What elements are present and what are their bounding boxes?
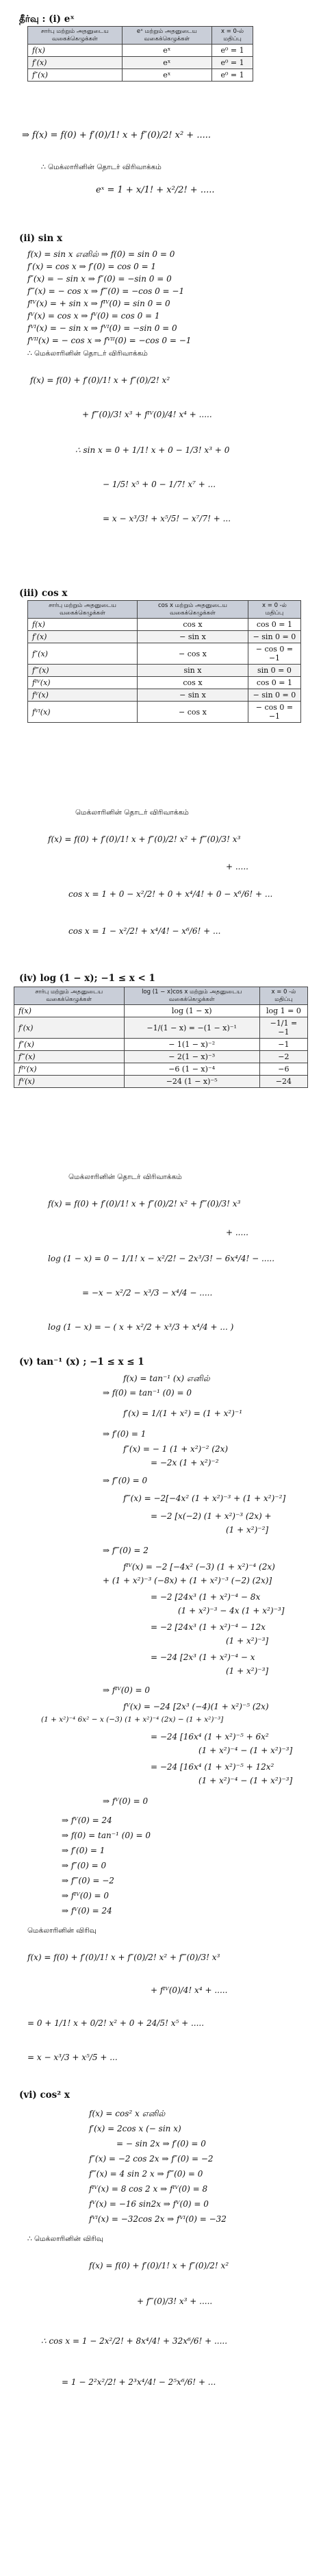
equation: fⱽᴵ(x) = −32cos 2x ⇒ fⱽᴵ(0) = −32: [89, 2214, 227, 2224]
equation: = 1 − 2²x²/2! + 2³x⁴/4! − 2⁵x⁶/6! + ...: [62, 2377, 216, 2387]
table-cell: f‴(x): [28, 665, 138, 677]
equation: ⇒ fᴵⱽ(0) = 0: [103, 1685, 151, 1695]
equation: fᴵⱽ(x) = 8 cos 2 x ⇒ fᴵⱽ(0) = 8: [89, 2184, 208, 2194]
table-header: log (1 − x)cos x மற்றும் அதனுடைய வகைக்கெழுக்கள்: [124, 987, 259, 1005]
equation: ⇒ f′(0) = 1: [103, 1429, 146, 1439]
table-cell: − cos x: [138, 643, 248, 665]
equation: fⱽᴵ(x) = − sin x ⇒ fⱽᴵ(0) = −sin 0 = 0: [27, 323, 177, 333]
solution-label: தீர்வு :: [19, 14, 46, 25]
equation: = −x − x²/2 − x³/3 − x⁴/4 − .....: [82, 1288, 213, 1298]
table-cell: f′(x): [28, 57, 123, 69]
part-i-title: (i) eˣ: [49, 14, 75, 25]
table-header: x = 0 -ல் மதிப்பு: [259, 987, 307, 1005]
table-row: [28, 665, 301, 677]
table-row: [14, 1039, 308, 1051]
table-log-derivatives: [14, 987, 308, 1088]
equation: + .....: [226, 1228, 248, 1237]
equation: − 1/5! x⁵ + 0 − 1/7! x⁷ + ...: [103, 480, 216, 489]
equation: fⱽ(x) = −24 [2x³ (−4)(1 + x²)⁻⁵ (2x): [123, 1702, 269, 1711]
equation: ⇒ f″(0) = 0: [62, 1861, 107, 1870]
table-cell: f″(x): [28, 643, 138, 665]
equation: cos x = 1 + 0 − x²/2! + 0 + x⁴/4! + 0 − x⁶/6! + ...: [68, 889, 273, 899]
equation: f‴(x) = −2[−4x² (1 + x²)⁻³ + (1 + x²)⁻²]: [123, 1494, 286, 1503]
table-cell: cos 0 = 1: [248, 677, 300, 689]
table-row: [14, 1076, 308, 1088]
equation: = −2x (1 + x²)⁻²: [151, 1458, 219, 1467]
equation: + fᴵⱽ(0)/4! x⁴ + .....: [151, 1985, 228, 1995]
equation: fⱽᴵᴵ(x) = − cos x ⇒ fⱽᴵᴵ(0) = −cos 0 = −1: [27, 336, 192, 345]
equation: ⇒ fᴵⱽ(0) = 0: [62, 1891, 110, 1900]
table-cell: − cos 0 = −1: [248, 702, 300, 723]
equation: cos x = 1 − x²/2! + x⁴/4! − x⁶/6! + ...: [68, 926, 221, 936]
table-cell: e⁰ = 1: [212, 69, 253, 82]
equation: ⇒ f′(0) = 1: [62, 1846, 105, 1855]
equation: f′(x) = 1/(1 + x²) = (1 + x²)⁻¹: [123, 1409, 243, 1418]
note-text: ∴ மெக்லாரினின் விரிவு: [27, 2235, 103, 2243]
table-cell: fⱽ(x): [14, 1076, 125, 1088]
table-cell: f(x): [28, 619, 138, 631]
equation: + f‴(0)/3! x³ + .....: [137, 2296, 213, 2306]
table-row: [28, 57, 253, 69]
table-cell: f″(x): [14, 1039, 125, 1051]
table-cell: f(x): [14, 1005, 125, 1017]
part-iii-title: (iii) cos x: [19, 588, 68, 599]
note-text: ∴ மெக்லாரினின் தொடர் விரிவாக்கம்: [41, 163, 162, 171]
equation: (1 + x²)⁻²]: [226, 1525, 269, 1535]
equation: f‴(x) = 4 sin 2 x ⇒ f‴(0) = 0: [89, 2169, 203, 2179]
table-row: [28, 677, 301, 689]
table-cell: − sin 0 = 0: [248, 689, 300, 702]
table-cell: −1/(1 − x) = −(1 − x)⁻¹: [124, 1017, 259, 1039]
equation: (1 + x²)⁻⁴ − (1 + x²)⁻³]: [198, 1776, 293, 1785]
part-ii-title: (ii) sin x: [19, 233, 63, 244]
table-cell: sin x: [138, 665, 248, 677]
note-text: மெக்லாரினின் விரிவு: [27, 1927, 97, 1935]
equation: = x − x³/3 + x⁵/5 + ...: [27, 2053, 118, 2062]
note-text: ∴ மெக்லாரினின் தொடர் விரிவாக்கம்: [27, 349, 148, 358]
equation: f(x) = cos² x எனில்: [89, 2109, 166, 2118]
table-cell: −1: [259, 1039, 307, 1051]
table-row: [14, 1063, 308, 1076]
table-cell: eˣ: [122, 45, 211, 57]
equation: ⇒ f‴(0) = 2: [103, 1546, 149, 1555]
table-cell: f′(x): [28, 631, 138, 643]
table-cell: −6: [259, 1063, 307, 1076]
table-row: [28, 689, 301, 702]
equation: = −2 [24x³ (1 + x²)⁻⁴ − 12x: [151, 1622, 266, 1632]
table-cell: −24 (1 − x)⁻⁵: [124, 1076, 259, 1088]
equation: fⱽ(x) = −16 sin2x ⇒ fⱽ(0) = 0: [89, 2199, 209, 2209]
table-cell: − 1(1 − x)⁻²: [124, 1039, 259, 1051]
table-cell: − 2(1 − x)⁻³: [124, 1051, 259, 1063]
equation: ∴ sin x = 0 + 1/1! x + 0 − 1/3! x³ + 0: [75, 445, 230, 455]
equation: (1 + x²)⁻⁴ − (1 + x²)⁻³]: [198, 1746, 293, 1755]
equation: log (1 − x) = 0 − 1/1! x − x²/2! − 2x³/3! − 6x⁴/4! − .....: [48, 1254, 275, 1263]
equation: = x − x³/3! + x⁵/5! − x⁷/7! + ...: [103, 514, 231, 523]
equation: f′(x) = 2cos x (− sin x): [89, 2124, 181, 2133]
equation: (1 + x²)⁻³ − 4x (1 + x²)⁻³]: [178, 1606, 285, 1615]
equation: = − sin 2x ⇒ f′(0) = 0: [116, 2139, 206, 2148]
table-header: x = 0-ல் மதிப்பு: [212, 27, 253, 45]
table-cell: cos 0 = 1: [248, 619, 300, 631]
equation: + .....: [226, 862, 248, 871]
table-cell: − cos x: [138, 702, 248, 723]
equation: ∴ cos x = 1 − 2x²/2! + 8x⁴/4! + 32x⁶/6! + .....: [41, 2336, 228, 2346]
table-cell: f″(x): [28, 69, 123, 82]
equation: = −2 [x(−2) (1 + x²)⁻³ (2x) +: [151, 1511, 272, 1521]
equation: = −24 [2x³ (1 + x²)⁻⁴ − x: [151, 1652, 255, 1662]
table-row: [28, 643, 301, 665]
equation: log (1 − x) = − ( x + x²/2 + x³/3 + x⁴/4 + ... ): [48, 1322, 234, 1332]
table-cell: −24: [259, 1076, 307, 1088]
table-cell: − sin x: [138, 631, 248, 643]
equation: = 0 + 1/1! x + 0/2! x² + 0 + 24/5! x⁵ + .....: [27, 2018, 205, 2028]
table-cos-derivatives: [27, 600, 301, 723]
equation: fᴵⱽ(x) = + sin x ⇒ fᴵⱽ(0) = sin 0 = 0: [27, 299, 170, 308]
table-row: [28, 69, 253, 82]
table-row: [28, 702, 301, 723]
note-text: மெக்லாரினின் தொடர் விரிவாக்கம்: [68, 1173, 182, 1181]
table-cell: − sin 0 = 0: [248, 631, 300, 643]
note-text: மெக்லாரினின் தொடர் விரிவாக்கம்: [75, 808, 189, 817]
equation: f(x) = tan⁻¹ (x) எனில்: [123, 1374, 210, 1383]
equation: f(x) = f(0) + f′(0)/1! x + f″(0)/2! x² + f‴(0)/3! x³: [48, 1199, 241, 1209]
equation: ⇒ f(0) = tan⁻¹ (0) = 0: [103, 1388, 192, 1398]
equation: ⇒ fⱽ(0) = 24: [62, 1906, 112, 1916]
equation: = −24 [16x⁴ (1 + x²)⁻⁵ + 12x²: [151, 1762, 274, 1772]
table-ex-derivatives: [27, 26, 253, 82]
table-cell: e⁰ = 1: [212, 57, 253, 69]
table-cell: e⁰ = 1: [212, 45, 253, 57]
equation: f″(x) = − 1 (1 + x²)⁻² (2x): [123, 1444, 229, 1454]
equation: (1 + x²)⁻⁴ 6x² − x (−3) (1 + x²)⁻⁴ (2x) − (1 + x²)⁻³]: [41, 1716, 224, 1724]
equation: ⇒ fⱽ(0) = 24: [62, 1816, 112, 1825]
equation: f‴(x) = − cos x ⇒ f‴(0) = −cos 0 = −1: [27, 286, 185, 296]
solution-heading: [19, 14, 75, 26]
table-cell: sin 0 = 0: [248, 665, 300, 677]
table-row: [28, 619, 301, 631]
table-header: சார்பு மற்றும் அதனுடைய வகைக்கெழுக்கள்: [14, 987, 125, 1005]
table-row: [14, 1051, 308, 1063]
table-cell: −2: [259, 1051, 307, 1063]
table-cell: fⱽ(x): [28, 689, 138, 702]
equation: f″(x) = −2 cos 2x ⇒ f″(0) = −2: [89, 2154, 214, 2164]
equation: fᴵⱽ(x) = −2 [−4x² (−3) (1 + x²)⁻⁴ (2x): [123, 1562, 275, 1572]
equation: + (1 + x²)⁻³ (−8x) + (1 + x²)⁻³ (−2) (2x)]: [103, 1576, 272, 1585]
table-cell: f(x): [28, 45, 123, 57]
table-cell: f‴(x): [14, 1051, 125, 1063]
table-row: [28, 631, 301, 643]
table-row: [14, 1017, 308, 1039]
table-header: சார்பு மற்றும் அதனுடைய வகைக்கெழுக்கள்: [28, 27, 123, 45]
equation: (1 + x²)⁻³]: [226, 1636, 269, 1646]
part-vi-title: (vi) cos² x: [19, 2090, 70, 2101]
table-cell: fᴵⱽ(x): [28, 677, 138, 689]
equation: f′(x) = cos x ⇒ f′(0) = cos 0 = 1: [27, 262, 157, 271]
table-cell: eˣ: [122, 57, 211, 69]
table-cell: eˣ: [122, 69, 211, 82]
table-cell: fᴵⱽ(x): [14, 1063, 125, 1076]
equation: ⇒ f(x) = f(0) + f′(0)/1! x + f″(0)/2! x² + .....: [22, 130, 211, 140]
equation: ⇒ f(0) = tan⁻¹ (0) = 0: [62, 1831, 151, 1840]
equation: (1 + x²)⁻³]: [226, 1666, 269, 1676]
table-cell: fⱽᴵ(x): [28, 702, 138, 723]
table-cell: f′(x): [14, 1017, 125, 1039]
equation: ⇒ f‴(0) = −2: [62, 1876, 114, 1885]
equation: ⇒ f″(0) = 0: [103, 1476, 148, 1485]
table-header: eˣ மற்றும் அதனுடைய வகைக்கெழுக்கள்: [122, 27, 211, 45]
equation: f(x) = f(0) + f′(0)/1! x + f″(0)/2! x²: [30, 375, 170, 385]
table-cell: log (1 − x): [124, 1005, 259, 1017]
equation: + f‴(0)/3! x³ + fᴵⱽ(0)/4! x⁴ + .....: [82, 410, 212, 419]
table-row: [14, 1005, 308, 1017]
equation: f″(x) = − sin x ⇒ f″(0) = −sin 0 = 0: [27, 274, 172, 284]
table-cell: −1/1 = −1: [259, 1017, 307, 1039]
table-cell: − sin x: [138, 689, 248, 702]
equation: f(x) = sin x எனில் ⇒ f(0) = sin 0 = 0: [27, 249, 175, 259]
part-iv-title: (iv) log (1 − x); −1 ≤ x < 1: [19, 973, 155, 984]
table-cell: − cos 0 = −1: [248, 643, 300, 665]
equation: f(x) = f(0) + f′(0)/1! x + f″(0)/2! x² + f‴(0)/3! x³: [48, 834, 241, 844]
table-header: cos x மற்றும் அதனுடைய வகைக்கெழுக்கள்: [138, 601, 248, 619]
equation: fⱽ(x) = cos x ⇒ fⱽ(0) = cos 0 = 1: [27, 311, 160, 321]
part-v-title: (v) tan⁻¹ (x) ; −1 ≤ x ≤ 1: [19, 1357, 144, 1367]
equation: f(x) = f(0) + f′(0)/1! x + f″(0)/2! x² + f‴(0)/3! x³: [27, 1953, 220, 1962]
table-cell: −6 (1 − x)⁻⁴: [124, 1063, 259, 1076]
equation: eˣ = 1 + x/1! + x²/2! + .....: [96, 185, 215, 195]
table-cell: log 1 = 0: [259, 1005, 307, 1017]
table-header: x = 0 -ல் மதிப்பு: [248, 601, 300, 619]
equation: = −2 [24x³ (1 + x²)⁻⁴ − 8x: [151, 1592, 261, 1602]
equation: ⇒ fⱽ(0) = 0: [103, 1796, 149, 1806]
table-cell: cos x: [138, 677, 248, 689]
table-row: [28, 45, 253, 57]
equation: = −24 [16x⁴ (1 + x²)⁻⁵ + 6x²: [151, 1732, 269, 1742]
table-cell: cos x: [138, 619, 248, 631]
equation: f(x) = f(0) + f′(0)/1! x + f″(0)/2! x²: [89, 2261, 229, 2270]
table-header: சார்பு மற்றும் அதனுடைய வகைக்கெழுக்கள்: [28, 601, 138, 619]
